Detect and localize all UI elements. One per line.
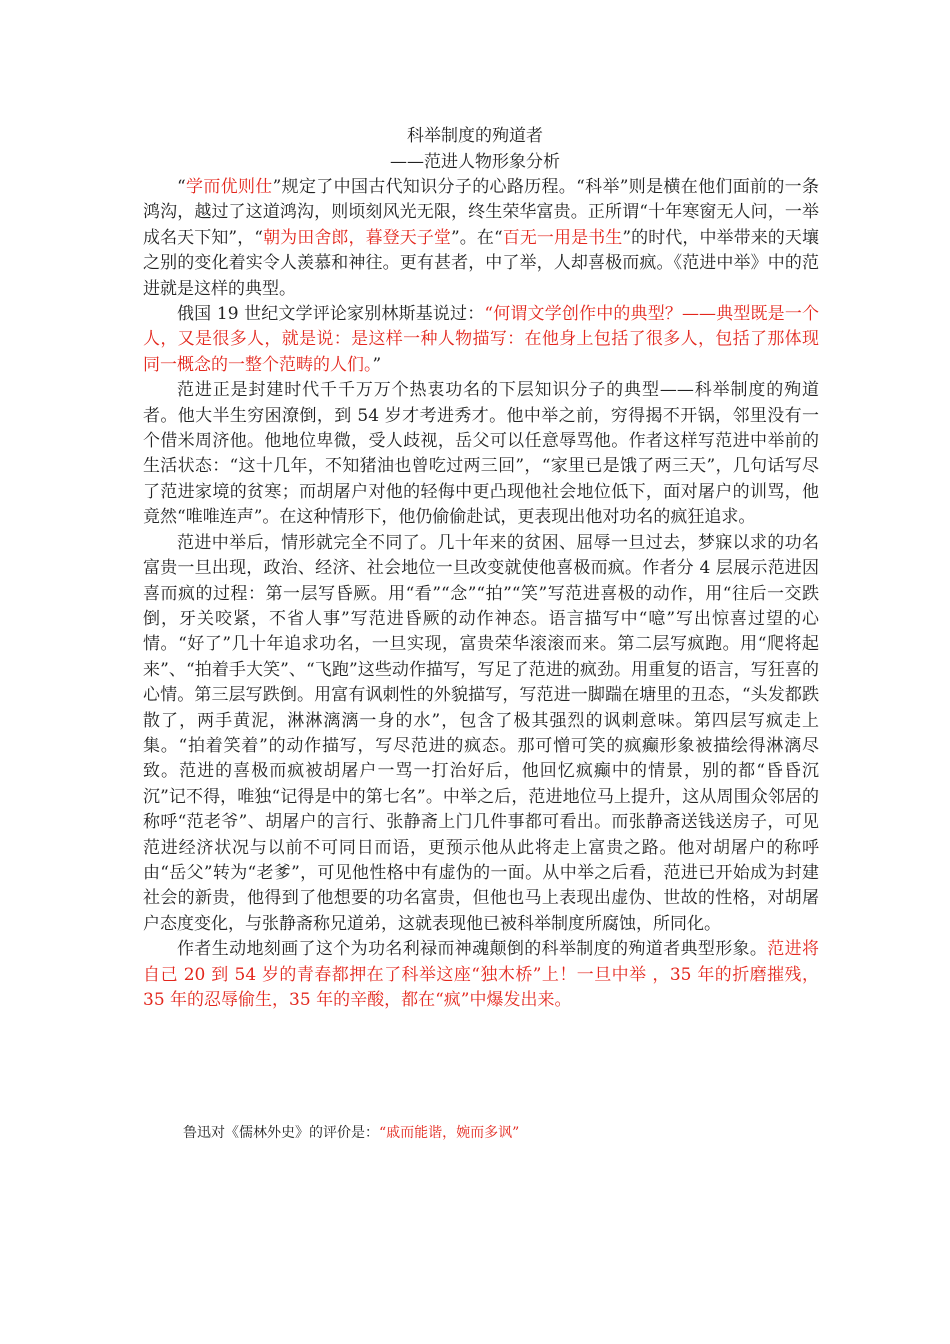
text-run: ”。在“ [451,227,503,248]
highlighted-text: “戚而能谐，婉而多讽” [379,1125,520,1141]
paragraph [143,531,819,938]
paragraph [143,175,819,302]
highlighted-text: “何谓文学创作中的典型？——典型既是一个人，又是很多人，就是说：是这样一种人物描写：在他身上包括了很多人，包括了那体现同一概念的一整个范畴的人们。 [143,304,819,375]
highlighted-text: 范进将自己 20 到 54 岁的青春都押在了科举这座“独木桥”上！一旦中举 ，35 年的折磨摧残，35 年的忍辱偷生，35 年的辛酸，都在“疯”中爆发出来。 [143,939,820,1010]
highlighted-text: 学而优则仕 [185,177,273,197]
footnote [183,1122,823,1144]
text-run: 范进中举后，情形就完全不同了。几十年来的贫困、屈辱一旦过去，梦寐以求的功名富贵一旦出现，政治、经济、社会地位一旦改变就使他喜极而疯。作者分 4 层展示范进因喜而疯的过程：第一层写昏厥。用“看”“念”“拍”“笑”写范进喜极的动作，用“往后一交跌倒，牙关咬紧，不省人事”写范进昏厥的动作神态。语言描写中“噫”写出惊喜过望的心情。“好了”几十年追求功名，一旦实现，富贵荣华滚滚而来。第二层写疯跑。用“爬将起来”、“拍着手大笑”、“飞跑”这些动作描写，写足了范进的疯劲。用重复的语言，写狂喜的心情。第三层写跌倒。用富有讽刺性的外貌描写，写范进一脚踹在塘里的丑态，“头发都跌散了，两手黄泥，淋淋漓漓一身的水”，包含了极其强烈的讽刺意味。第四层写疯走上集。“拍着笑着”的动作描写，写尽范进的疯态。那可憎可笑的疯癫形象被描绘得淋漓尽致。范进的喜极而疯被胡屠户一骂一打治好后，他回忆疯癫中的情景，别的都“昏昏沉沉”记不得，唯独“记得是中的第七名”。中举之后，范进地位马上提升，这从周围众邻居的称呼“范老爷”、胡屠户的言行、张静斋上门几件事都可看出。而张静斋送钱送房子，可见范进经济状况与以前不可同日而语，更预示他从此将走上富贵之路。他对胡屠户的称呼由“岳父”转为“老爹”，可见他性格中有虚伪的一面。从中举之后看，范进已开始成为封建社会的新贵，他得到了他想要的功名富贵，但他也马上表现出虚伪、世故的性格，对胡屠户态度变化，与张静斋称兄道弟，这就表现他已被科举制度所腐蚀，所同化。 [143,532,819,934]
text-run: 作者生动地刻画了这个为功名利禄而神魂颠倒的科举制度的殉道者典型形象。 [177,939,768,960]
text-run: “ [177,177,186,197]
page-title: 科举制度的殉道者 [407,126,543,146]
paragraph [143,937,819,1013]
page-subtitle: ——范进人物形象分析 [390,152,560,172]
text-run: 俄国 19 世纪文学评论家别林斯基说过： [177,304,485,325]
text-run: ”规定了中国古代知识分子的心路历程。“科举”则是横在他们面前的一条鸿沟，越过了这道鸿沟，则顷刻风光无限，终生荣华富贵。正所谓“十年寒窗无人问，一举成名天下知”，“ [143,177,820,248]
paragraph [143,302,819,378]
text-run: ”的时代，中举带来的天壤之别的变化着实令人羡慕和神往。更有甚者，中了举，人却喜极而疯。《范进中举》中的范进就是这样的典型。 [143,227,819,299]
essay-body [143,175,819,1013]
text-run: ” [372,354,382,375]
highlighted-text: 百无一用是书生 [502,227,623,248]
highlighted-text: 朝为田舍郎，暮登天子堂 [262,227,452,248]
text-run: 鲁迅对《儒林外史》的评价是： [183,1125,379,1141]
text-run: 范进正是封建时代千千万万个热衷功名的下层知识分子的典型——科举制度的殉道者。他大半生穷困潦倒，到 54 岁才考进秀才。他中举之前，穷得揭不开锅，邻里没有一个借米周济他。他地位卑微，受人歧视，岳父可以任意辱骂他。作者这样写范进中举前的生活状态：“这十几年，不知猪油也曾吃过两三回”，“家里已是饿了两三天”，几句话写尽了范进家境的贫寒；而胡屠户对他的轻侮中更凸现他社会地位低下，面对屠户的训骂，他竟然“唯唯连声”。在这种情形下，他仍偷偷赴试，更表现出他对功名的疯狂追求。 [143,380,819,528]
paragraph [143,378,819,530]
